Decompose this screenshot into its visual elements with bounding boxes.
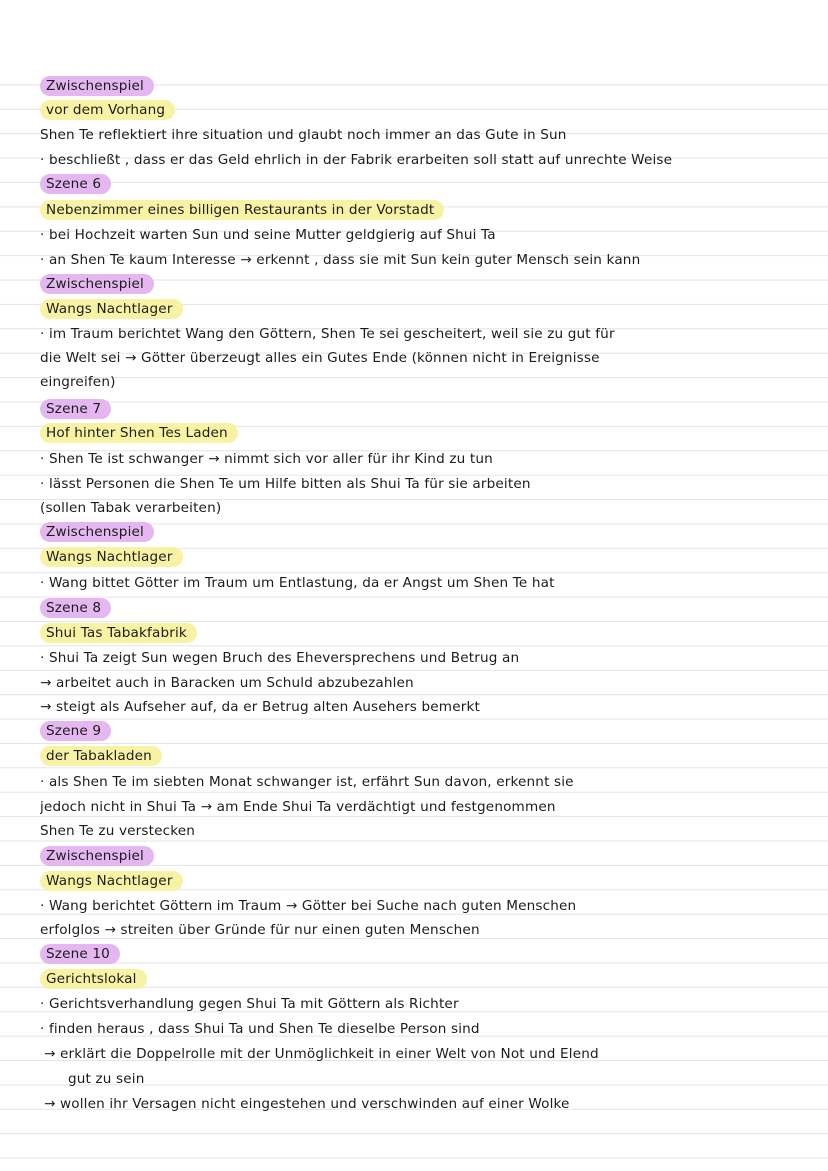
- note-line: · im Traum berichtet Wang den Göttern, Shen Te sei gescheitert, weil sie zu gut für: [40, 326, 615, 342]
- heading-szene: Szene 8: [40, 596, 792, 620]
- note-line: → wollen ihr Versagen nicht eingestehen und verschwinden auf einer Wolke: [44, 1096, 570, 1112]
- note-line: die Welt sei → Götter überzeugt alles ein Gutes Ende (können nicht in Ereignisse: [40, 350, 600, 366]
- subheading-location: Wangs Nachtlager: [40, 297, 792, 321]
- note-line: erfolglos → streiten über Gründe für nur einen guten Menschen: [40, 922, 480, 938]
- heading-zwischenspiel: Zwischenspiel: [40, 74, 792, 98]
- heading-szene: Szene 7: [40, 397, 792, 421]
- note-line: · Shen Te ist schwanger → nimmt sich vor aller für ihr Kind zu tun: [40, 451, 493, 467]
- subheading-location: Nebenzimmer eines billigen Restaurants in der Vorstadt: [40, 198, 792, 222]
- heading-szene: Szene 9: [40, 719, 792, 743]
- page-top-margin: [0, 0, 828, 62]
- note-line: · beschließt , dass er das Geld ehrlich in der Fabrik erarbeiten soll statt auf unrechte Weise: [40, 152, 673, 168]
- note-line: → steigt als Aufseher auf, da er Betrug alten Ausehers bemerkt: [40, 699, 480, 715]
- heading-zwischenspiel: Zwischenspiel: [40, 272, 792, 296]
- note-line: (sollen Tabak verarbeiten): [40, 500, 222, 516]
- subheading-location: Wangs Nachtlager: [40, 869, 792, 893]
- heading-szene: Szene 6: [40, 172, 792, 196]
- subheading-location: Hof hinter Shen Tes Laden: [40, 421, 792, 445]
- note-line: · Gerichtsverhandlung gegen Shui Ta mit Göttern als Richter: [40, 996, 459, 1012]
- subheading-location: Wangs Nachtlager: [40, 545, 792, 569]
- note-line: → erklärt die Doppelrolle mit der Unmöglichkeit in einer Welt von Not und Elend: [44, 1046, 599, 1062]
- subheading-location: Gerichtslokal: [40, 967, 792, 991]
- subheading-location: der Tabakladen: [40, 744, 792, 768]
- note-line: · Wang berichtet Göttern im Traum → Götter bei Suche nach guten Menschen: [40, 898, 577, 914]
- heading-szene: Szene 10: [40, 942, 792, 966]
- note-line: · lässt Personen die Shen Te um Hilfe bitten als Shui Ta für sie arbeiten: [40, 476, 531, 492]
- subheading-location: vor dem Vorhang: [40, 98, 792, 122]
- note-line: → arbeitet auch in Baracken um Schuld abzubezahlen: [40, 675, 414, 691]
- heading-zwischenspiel: Zwischenspiel: [40, 844, 792, 868]
- note-line: · finden heraus , dass Shui Ta und Shen Te dieselbe Person sind: [40, 1021, 480, 1037]
- note-line: · an Shen Te kaum Interesse → erkennt , dass sie mit Sun kein guter Mensch sein kann: [40, 252, 641, 268]
- heading-zwischenspiel: Zwischenspiel: [40, 520, 792, 544]
- note-line: · Shui Ta zeigt Sun wegen Bruch des Eheversprechens und Betrug an: [40, 650, 520, 666]
- note-line: · als Shen Te im siebten Monat schwanger ist, erfährt Sun davon, erkennt sie: [40, 774, 574, 790]
- note-line: · Wang bittet Götter im Traum um Entlastung, da er Angst um Shen Te hat: [40, 575, 555, 591]
- note-line: · bei Hochzeit warten Sun und seine Mutter geldgierig auf Shui Ta: [40, 227, 496, 243]
- note-line: Shen Te reflektiert ihre situation und glaubt noch immer an das Gute in Sun: [40, 127, 567, 143]
- note-line: eingreifen): [40, 374, 116, 390]
- note-line: Shen Te zu verstecken: [40, 823, 196, 839]
- note-line: jedoch nicht in Shui Ta → am Ende Shui Ta verdächtigt und festgenommen: [40, 799, 556, 815]
- subheading-location: Shui Tas Tabakfabrik: [40, 621, 792, 645]
- note-line: gut zu sein: [68, 1071, 145, 1087]
